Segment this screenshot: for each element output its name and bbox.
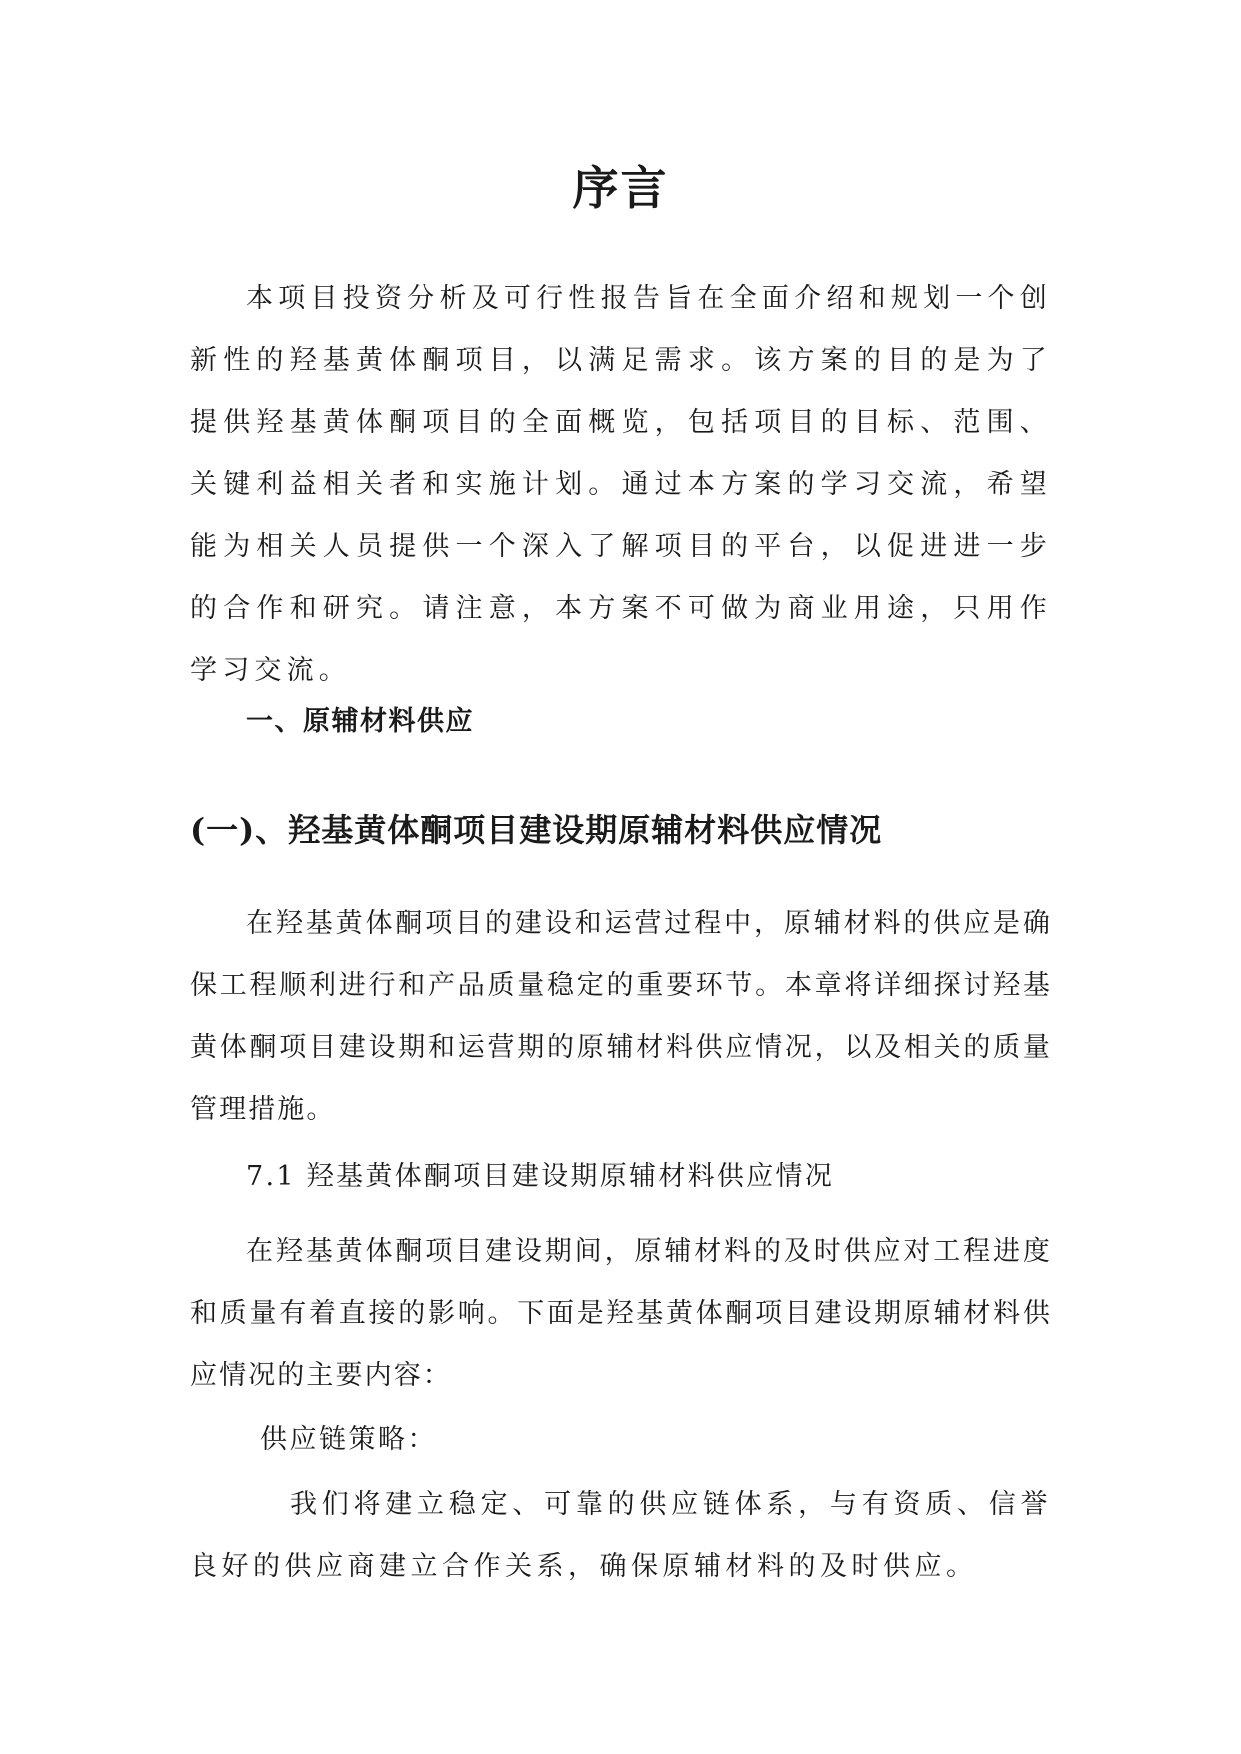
list-label: 供应链策略： — [260, 1424, 437, 1455]
intro-paragraph: 本项目投资分析及可行性报告旨在全面介绍和规划一个创新性的羟基黄体酮项目，以满足需求。该方案的目的是为了提供羟基黄体酮项目的全面概览，包括项目的目标、范围、关键利益相关者和实施计划。通过本方案的学习交流，希望能为相关人员提供一个深入了解项目的平台，以促进进一步的合作和研究。请注意，本方案不可做为商业用途，只用作学习交流。 — [190, 283, 1052, 686]
subsection-paragraph: 在羟基黄体酮项目的建设和运营过程中，原辅材料的供应是确保工程顺利进行和产品质量稳定的重要环节。本章将详细探讨羟基黄体酮项目建设期和运营期的原辅材料供应情况，以及相关的质量管理措施。 — [190, 908, 1052, 1125]
page-title: 序言 — [572, 161, 669, 215]
numbered-paragraph: 在羟基黄体酮项目建设期间，原辅材料的及时供应对工程进度和质量有着直接的影响。下面是羟基黄体酮项目建设期原辅材料供应情况的主要内容： — [190, 1236, 1052, 1391]
section-heading: 一、原辅材料供应 — [246, 706, 474, 737]
list-paragraph: 我们将建立稳定、可靠的供应链体系，与有资质、信誉良好的供应商建立合作关系，确保原辅材料的及时供应。 — [190, 1489, 1052, 1582]
subsection-heading: (一)、羟基黄体酮项目建设期原辅材料供应情况 — [190, 811, 883, 849]
numbered-heading: 7.1 羟基黄体酮项目建设期原辅材料供应情况 — [246, 1161, 835, 1192]
